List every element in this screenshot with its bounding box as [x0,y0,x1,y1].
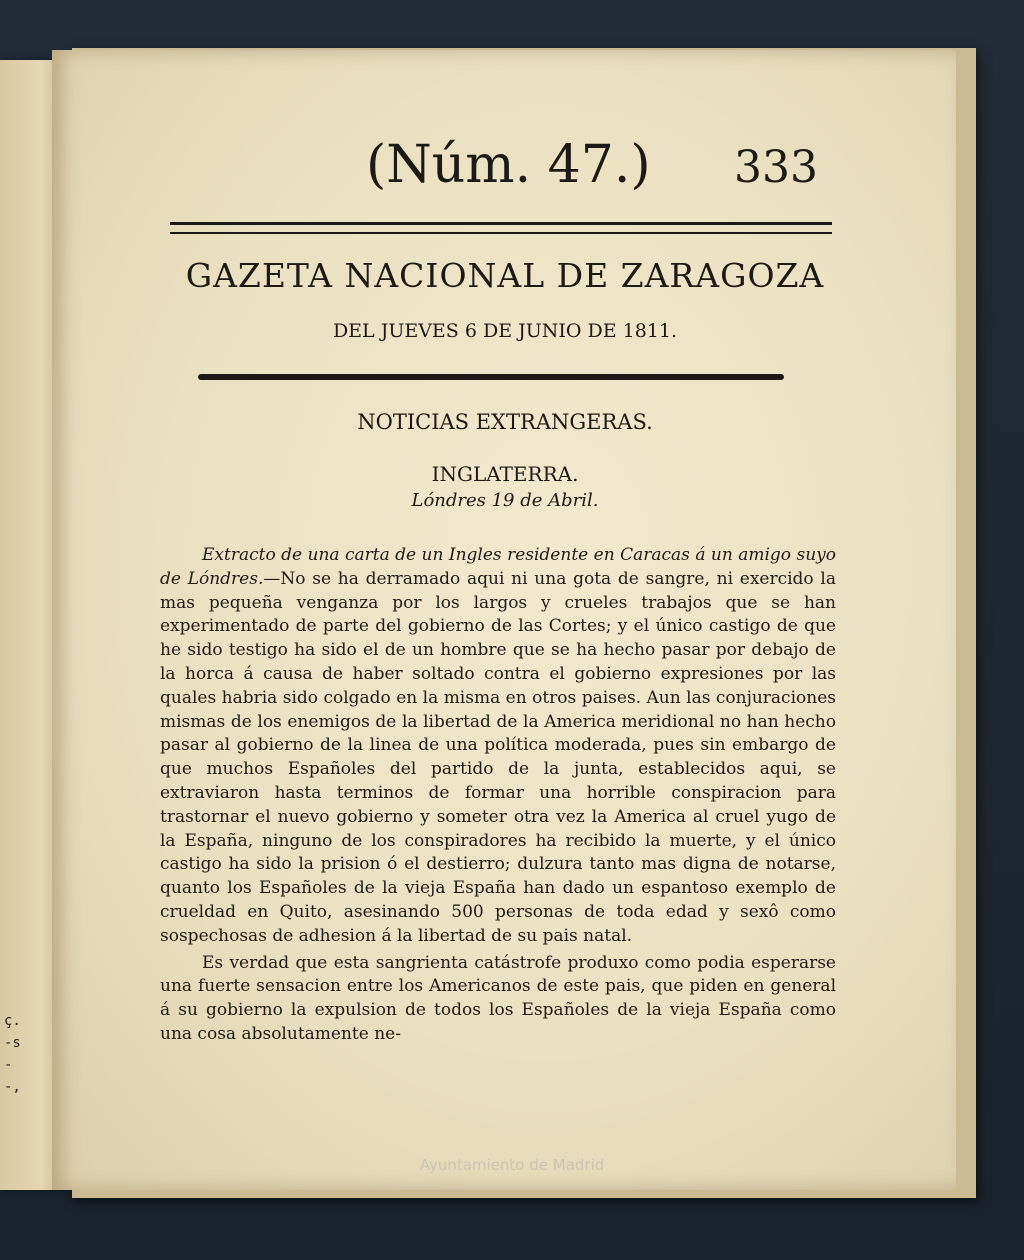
issue-number: (Núm. 47.) [366,135,651,195]
header-double-rule [170,222,832,234]
country-heading: INGLATERRA. [431,462,579,486]
masthead-title: GAZETA NACIONAL DE ZARAGOZA [185,256,825,295]
article-paragraph: Es verdad que esta sangrienta catástrofe produxo como podia esperarse una fuerte sensacion entre los Americanos de este pais, que piden en general á su gobierno la expulsion de todos los Españoles de la vieja España como una cosa absolutamente ne- [160,952,836,1044]
page-header [52,130,956,200]
dateline: Lóndres 19 de Abril. [411,490,599,511]
watermark: Ayuntamiento de Madrid [419,1156,605,1174]
article-paragraph-text: —No se ha derramado aqui ni una gota de sangre, ni exercido la mas pequeña venganza por los largos y crueles trabajos que se han experimentado de parte del gobierno de las Cortes; y el único castigo de que he sido testigo ha sido el de un hombre que se ha hecho pasar por debajo de la horca á causa de haber soltado contra el gobierno expresiones por las quales habria sido colgado en la misma en otros paises. Aun las conjuraciones mismas de los enemigos de la libertad de la America meridional no han hecho pasar al gobierno de la linea de una política moderada, pues sin embargo de que muchos Españoles del partido de la junta, establecidos aqui, se extraviaron hasta terminos de formar una horrible conspiracion para trastornar el nuevo gobierno y someter otra vez la America al cruel yugo de la España, ninguno de los conspiradores ha recibido la muerte, y el único castigo ha sido la prision ó el destierro; dulzura tanto mas digna de notarse, quanto los Españoles de la vieja España han dado un espantoso exemplo de crueldad en Quito, asesinando 500 personas de toda edad y sexô como sospechosas de adhesion á la libertad de su pais natal. [160,568,836,946]
previous-page-marks: ç. -s - -, [4,1013,21,1095]
page-number: 333 [734,142,818,193]
article-body [160,544,836,1047]
masthead-rule [198,374,784,380]
section-title: NOTICIAS EXTRANGERAS. [357,410,653,434]
article-lead: Extracto de una carta de un Ingles residente en Caracas á un amigo suyo de Lóndres. [160,545,836,589]
article-paragraph [160,544,836,949]
gazette-page [52,50,956,1190]
issue-date: DEL JUEVES 6 DE JUNIO DE 1811. [332,320,678,342]
